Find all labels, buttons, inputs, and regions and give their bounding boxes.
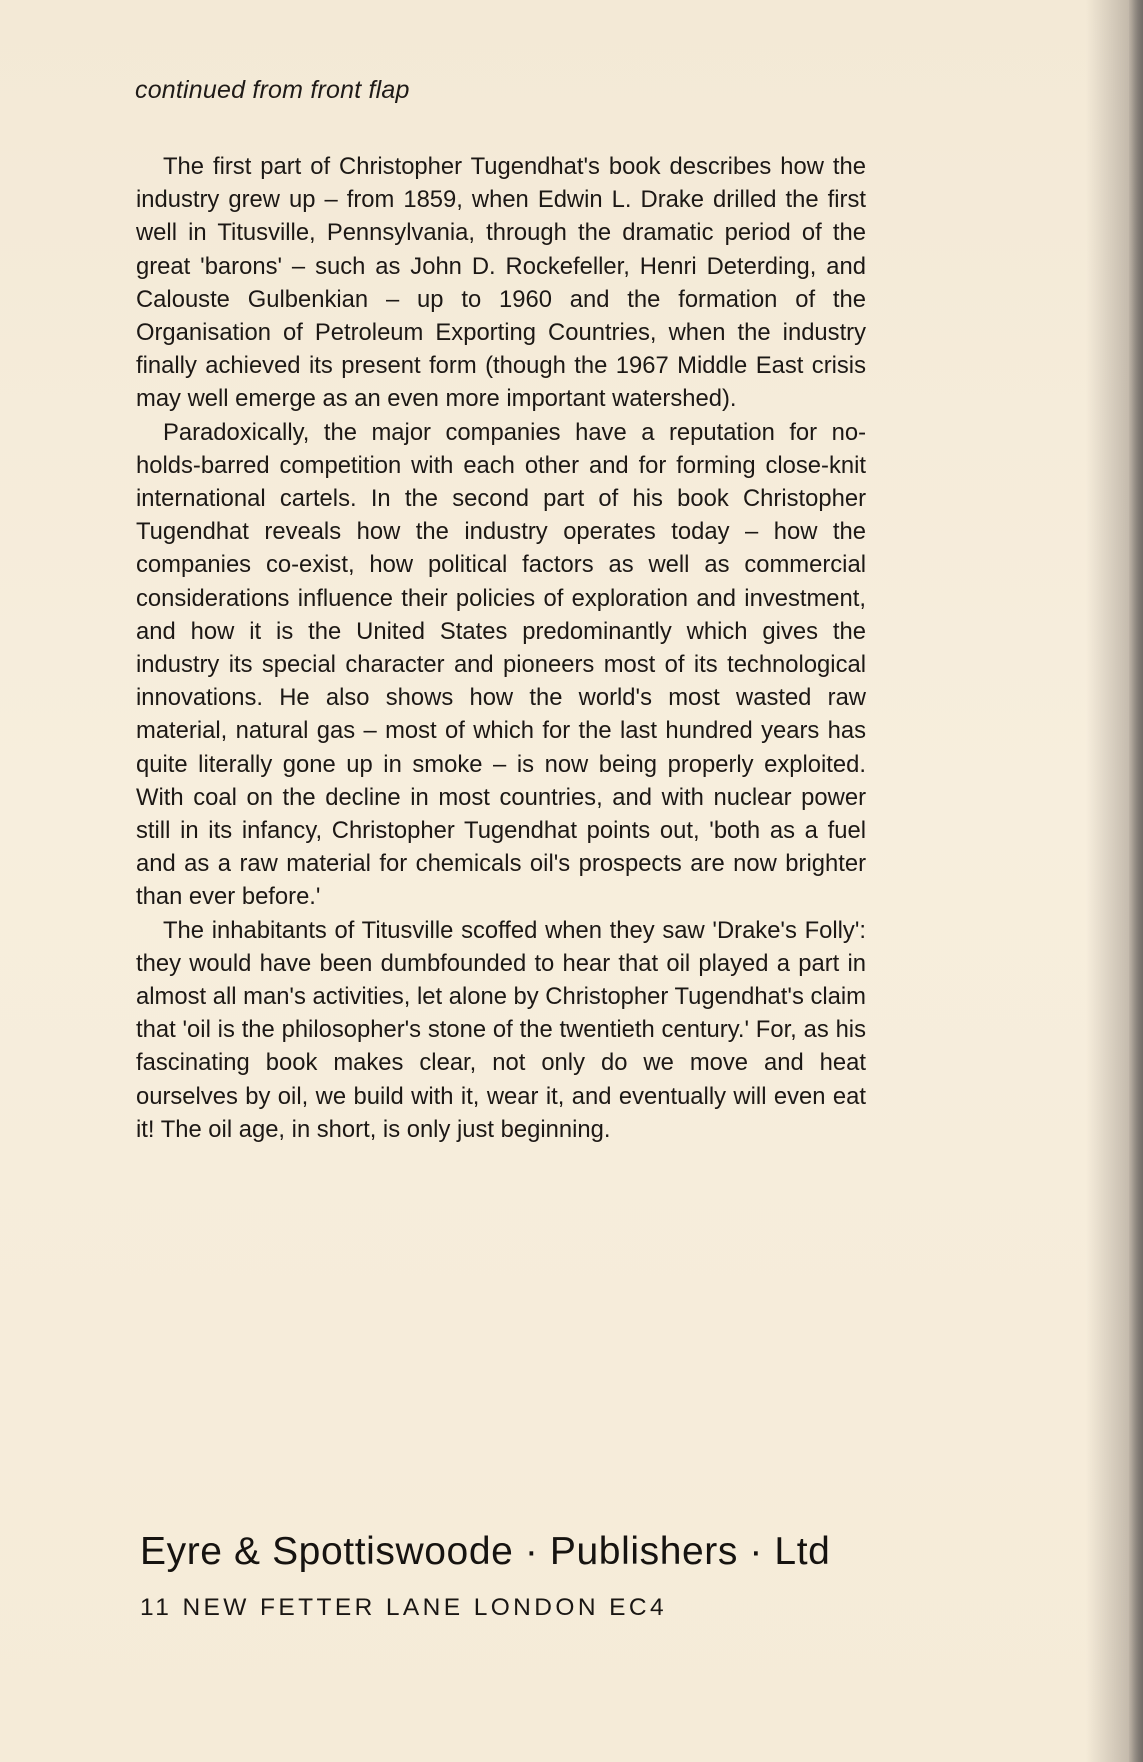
blurb-text — [136, 150, 866, 1146]
blurb-paragraph-1: The first part of Christopher Tugendhat's book describes how the industry grew up – from 1859, when Edwin L. Drake drilled the first well in Titusville, Pennsylvania, through the dramatic period of the great 'barons' – such as John D. Rockefeller, Henri Deterding, and Calouste Gulbenkian – up to 1960 and the formation of the Organisation of Petroleum Exporting Countries, when the industry finally achieved its present form (though the 1967 Middle East crisis may well emerge as an even more important watershed). — [136, 153, 866, 413]
continued-note: continued from front flap — [135, 76, 410, 104]
publisher-address: 11 NEW FETTER LANE LONDON EC4 — [140, 1594, 667, 1621]
blurb-paragraph-2: Paradoxically, the major companies have a reputation for no-holds-barred competition with each other and for forming close-knit international cartels. In the second part of his book Christopher Tugendhat reveals how the industry operates today – how the companies co-exist, how political factors as well as commercial considerations influence their policies of exploration and investment, and how it is the United States predominantly which gives the industry its special character and pioneers most of its technological innovations. He also shows how the world's most wasted raw material, natural gas – most of which for the last hundred years has quite literally gone up in smoke – is now being properly exploited. With coal on the decline in most countries, and with nuclear power still in its infancy, Christopher Tugendhat points out, 'both as a fuel and as a raw material for chemicals oil's prospects are now brighter than ever before.' — [136, 418, 866, 911]
jacket-edge-shadow — [1129, 0, 1143, 1762]
publisher-name: Eyre & Spottiswoode · Publishers · Ltd — [140, 1530, 831, 1573]
blurb-paragraph-3: The inhabitants of Titusville scoffed when they saw 'Drake's Folly': they would have been dumbfounded to hear that oil played a part in almost all man's activities, let alone by Christopher Tugendhat's claim that 'oil is the philosopher's stone of the twentieth century.' For, as his fascinating book makes clear, not only do we move and heat ourselves by oil, we build with it, wear it, and eventually will even eat it! The oil age, in short, is only just beginning. — [136, 916, 866, 1143]
